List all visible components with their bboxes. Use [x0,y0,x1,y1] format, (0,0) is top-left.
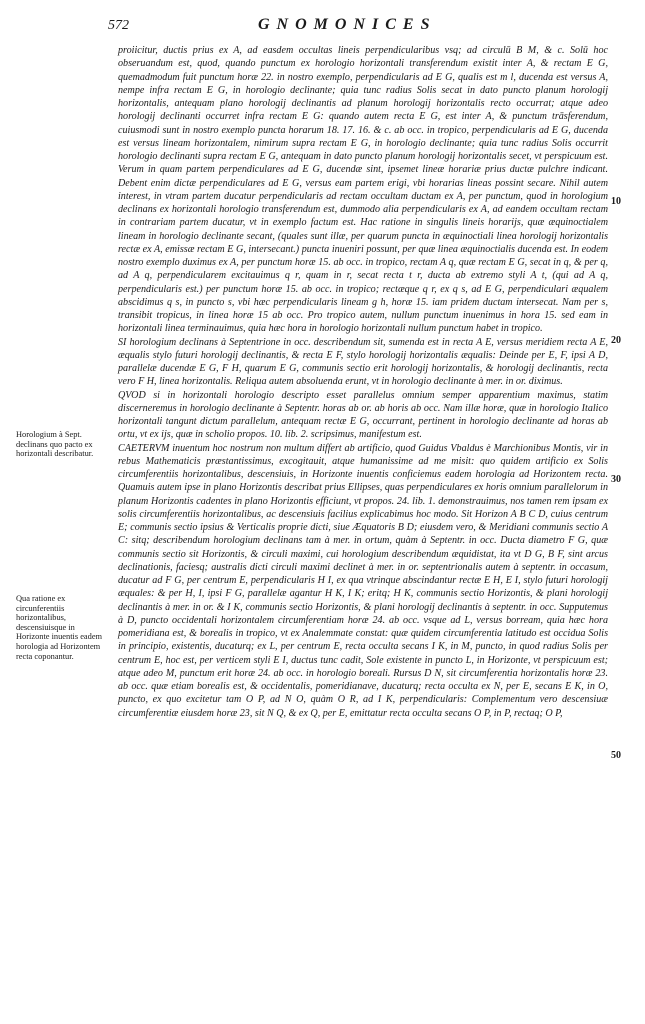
line-number-20: 20 [611,335,621,346]
paragraph-2: SI horologium declinans à Septentrione in occ. describendum sit, sumenda est in recta A E, versus meridiem recta A E, æqualis stylo futuri horologij declinantis, & recta E F, stylo horologij horizontalis æqualis: Deinde per E, F, ipsi A D, parallelæ ducendæ E G, F H, quarum E G, communis sectio erit horologij horizontalis, & horologij declinantis, recta vero F H, linea horizontalis. Reliqua autem absoluenda erunt, vt in horologio declinante à mer. in or. diximus. [118,336,608,388]
page-number: 572 [108,18,129,33]
page-header [108,18,602,40]
margin-note-1: Horologium à Sept. declinans quo pacto ex horizontali describatur. [16,430,94,459]
main-text [118,44,608,720]
margin-note-2: Qua ratione ex circunferentiis horizontalibus, descensiuisque in Horizonte inuentis eadem horologia ad Horizontem recta coponantur. [16,594,103,661]
paragraph-3: QVOD si in horizontali horologio descripto esset parallelus omnium semper apparentium maximus, statim discerneremus in horologio declinante à Septentr. horas ab or. ab horis ab occ. Nam illæ horæ, quæ in horologio Italico horizontali tangunt dictum parallelum, antequam rectæ E G, occurrant, pertinent in horologio declinante ad horas ab ortu, vt ex ijs, quæ in scholio propos. 10. lib. 2. scripsimus, manifestum est. [118,389,608,441]
paragraph-1: proiicitur, ductis prius ex A, ad easdem occultas lineis perpendicularibus vsq; ad circulū B M, & c. Solū hoc obseruandum est, quod, quando punctum ex horologio horizontali transferendum existit inter A, & rectam E G, quemadmodum fuit punctum horæ 22. in nostro exemplo, perpendicularis ad E G, qualis est m l, ducenda est versus A, nempe infra rectam E G, in horologio declinante; quia tunc radius Solis secat in dato puncto planum horologij horizontalis, antequam plano horologij declinantis ad planum horologij horizontalis recto occurrat; atque adeo horologij declinanti occurret infra rectam E G: quando autem recta E G, est inter A, & punctum trāsferendum, cuiusmodi sunt in nostro exemplo puncta horarum 18. 17. 16. & c. ab occ. in tropico, perpendicularis ad E G, ducenda est versus lineam horizontalem, nimirum supra rectam E G, in horologio declinante; quia tunc radius Solis occurrit horologio declinanti supra rectam E G, antequam in dato puncto planum horologij horizontalis secet, vt perspicuum est. Verum in quam partem perpendiculares ad E G, ducendæ sint, ipsemet lineæ horariæ prius ductæ pulchre indicant. Debent enim dictæ perpendiculares ad E G, versus eam partem erigi, vbi horarias lineas possint secare. Nihil autem interest, in vtram partem ducatur perpendicularis ad rectam occultam ductam ex A, per punctum, quod in horologium declinans ex horizontali horologio transferendum est, dummodo alia perpendicularis ex A, ad eandem occultam rectam in contrariam partem ducatur, vt in exemplo factum est. Hac ratione in singulis lineis horarijs, quæ æquinoctialem lineam in horologio declinante secant, (quales sunt illæ, per quarum puncta in æquinoctiali linea horologij horizontalis rectæ ex A, emissæ rectam E G, intersecant.) puncta inueniri possunt, per quæ linea æquinoctialis ducenda est. In eodem nostro exemplo duximus ex A, per punctum horæ 15. ab occ. in tropico, rectam A q, quæ rectam E G, secat in q, & per q, ad A q, perpendicularem excitauimus q r, quam in r, secat recta t r, ducta ab extremo styli A t, (qui ad A q, perpendicularis est.) per punctum horæ 15. ab occ. in tropico; rectæque q r, ex q s, ad E G, perpendiculari æqualem abscidimus q s, in puncto s, vbi hæc perpendicularis lineam g h, horæ 15. iam pridem ductam intersecat. Nam per s, transibit tropicus, in linea horæ 15 ab occ. Pro tropico autem, nullum punctum inuenimus in hora 15. sed eam in horizontali linea terminauimus, quia hæc hora in horologio horizontali nullum punctum habet in tropico. [118,45,608,335]
running-head: GNOMONICES [258,16,437,33]
paragraph-4: CAETERVM inuentum hoc nostrum non multum differt ab artificio, quod Guidus Vbaldus è Marchionibus Montis, vir in rebus Mathematicis præstantissimus, excogitauit, atque humanissime ad me misit: quo quidem artificio ex Solis circumferentiis horizontalibus, descensiuis, in Horizonte inuentis conficiemus eadem horologia ad Horizontem recta. Quamuis autem ipse in plano Horizontis describat prius Ellipses, quas perpendiculares ex horis omnium parallelorum in planum Horizontis cadentes in plano Horizontis efficiunt, vt propos. 24. lib. 1. demonstrauimus, nos tamen rem ipsam ex solis circumferentiis horizontalibus, ac descensiuis facilius explicabimus hoc modo. Sit Horizon A B C D, cuius centrum E; communis sectio ipsius & Verticalis proprie dicti, siue Æquatoris B D; eiusdem vero, & Meridiani communis sectio A C: sitq; describendum horologium declinans tam à mer. in ortum, quàm à Septentr. in occ. Ducta diametro F G, quæ communis sectio sit Horizontis, & circuli maximi, cui horologium describendum æquidistat, ita vt D G, B F, sint arcus declinationis, faciesq; australis dicti circuli maximi declinet à mer. in or. septentrionalis autem à septentr. in occasum, ducatur ad F G, per centrum E, perpendicularis H I, ex qua vtrinque abscindantur rectæ E H, E I, stylo futuri horologij æquales: & per H, I, ipsi F G, parallelæ agantur H K, I K; eritq; H K, communis sectio Horizontis, & plani horologij declinantis à mer. in or. & I K, communis sectio Horizontis, & plani horologij declinantis à septentr. in occ. Supputemus à D, puncto occidentali horizontalem circumferentiam horæ 24. ab occ. vsque ad L, versus borream, quia hæc hora pomeridiana est, & borealis in tropico, vt ex Analemmate constat: quæ quidem circumferentia latitudo est occidua Solis in principio, existentis, ducaturq; ex L, per centrum E, recta occulta secans I K, in M, puncto, in quod radius Solis per centrum E, hoc est, per verticem styli E I, ductus tunc cadit, Sole existente in puncto L, in Horizonte, vt perspicuum est; atque adeo M, punctum erit horæ 24. ab occ. in horologio boreali. Rursus D N, sit circumferentia horizontalis horæ 23. ab occ. quæ etiam borealis est, & occidentalis, pomeridianave, ducaturq; recta occulta ex N, per E, secans E K, in O, puncto, ex quo excitetur tam O P, ad N O, quàm O R, ad I K, perpendicularis: Complementum vero descensiuæ circumferentiæ eiusdem horæ 23, sit N Q, & ex Q, per E, emittatur recta occulta secans O P, in P, rectaq; O P, [118,442,608,719]
line-number-30: 30 [611,474,621,485]
line-number-10: 10 [611,196,621,207]
line-number-50: 50 [611,750,621,761]
